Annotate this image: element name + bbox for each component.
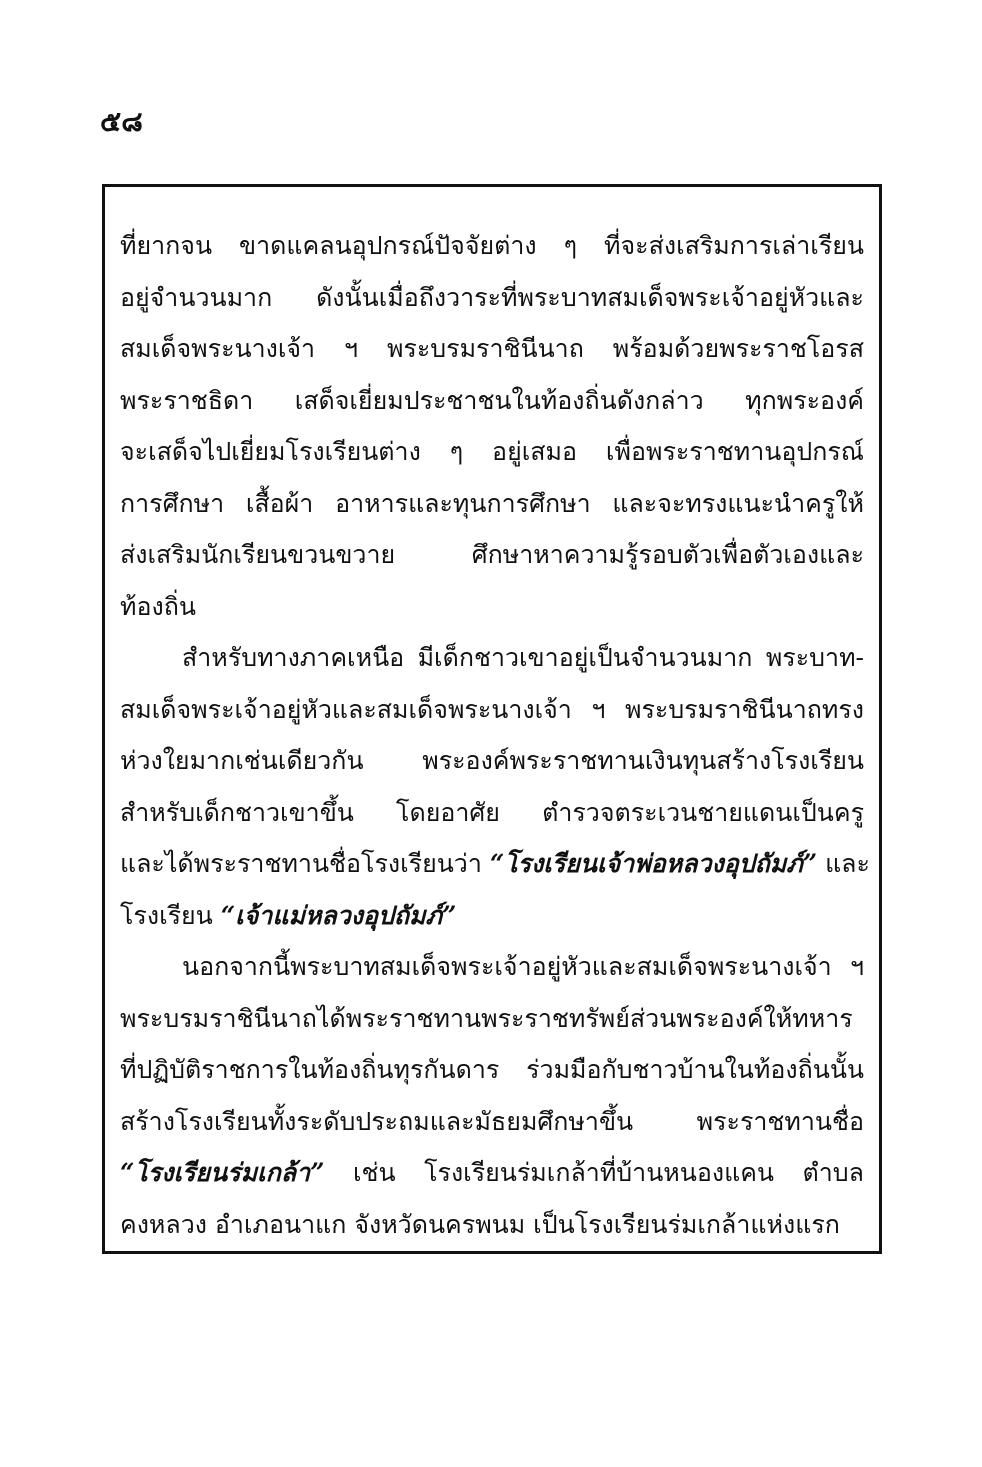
text-segment: สมเด็จพระนางเจ้า ฯ พระบรมราชินีนาถ พร้อมด้วยพระราชโอรส	[120, 334, 864, 363]
text-segment: ที่ยากจน ขาดแคลนอุปกรณ์ปัจจัยต่าง ๆ ที่จะส่งเสริมการเล่าเรียน	[120, 231, 864, 260]
text-line	[120, 1147, 864, 1199]
text-line	[120, 478, 864, 530]
page-number: ๕๘	[100, 105, 143, 138]
text-segment: นอกจากนี้พระบาทสมเด็จพระเจ้าอยู่หัวและสมเด็จพระนางเจ้า ฯ	[182, 952, 864, 981]
text-line	[120, 1199, 864, 1251]
text-line	[120, 581, 864, 633]
text-segment: สมเด็จพระเจ้าอยู่หัวและสมเด็จพระนางเจ้า ฯ พระบรมราชินีนาถทรง	[120, 694, 864, 724]
text-line	[120, 632, 864, 684]
text-segment: ส่งเสริมนักเรียนขวนขวาย ศึกษาหาความรู้รอบตัวเพื่อตัวเองและ	[120, 540, 864, 569]
text-segment: และ	[817, 849, 870, 878]
text-line	[120, 735, 864, 787]
text-segment: ท้องถิ่น	[120, 591, 196, 621]
text-segment: พระบรมราชินีนาถได้พระราชทานพระราชทรัพย์ส่วนพระองค์ให้ทหาร	[120, 1003, 853, 1033]
text-segment: เช่น โรงเรียนร่มเกล้าที่บ้านหนองแคน ตำบล	[324, 1158, 864, 1187]
text-line	[120, 220, 864, 272]
text-segment: และได้พระราชทานชื่อโรงเรียนว่า	[120, 849, 490, 878]
text-segment: การศึกษา เสื้อผ้า อาหารและทุนการศึกษา และจะทรงแนะนำครูให้	[120, 488, 864, 518]
text-line	[120, 787, 864, 839]
text-segment: ห่วงใยมากเช่นเดียวกัน พระองค์พระราชทานเงินทุนสร้างโรงเรียน	[120, 746, 864, 775]
text-segment: อยู่จำนวนมาก ดังนั้นเมื่อถึงวาระที่พระบาทสมเด็จพระเจ้าอยู่หัวและ	[120, 282, 864, 312]
emphasized-school-name: “โรงเรียนเจ้าพ่อหลวงอุปถัมภ์”	[489, 849, 818, 878]
text-segment: ที่ปฏิบัติราชการในท้องถิ่นทุรกันดาร ร่วมมือกับชาวบ้านในท้องถิ่นนั้น	[120, 1055, 864, 1084]
text-line	[120, 993, 864, 1045]
text-line	[120, 426, 864, 478]
text-line	[120, 1096, 864, 1148]
text-line	[120, 890, 864, 942]
text-line	[120, 529, 864, 581]
text-line	[120, 272, 864, 324]
text-segment: สำหรับทางภาคเหนือ มีเด็กชาวเขาอยู่เป็นจำนวนมาก พระบาท-	[182, 643, 864, 672]
text-segment: คงหลวง อำเภอนาแก จังหวัดนครพนม เป็นโรงเรียนร่มเกล้าแห่งแรก	[120, 1209, 840, 1239]
text-segment: จะเสด็จไปเยี่ยมโรงเรียนต่าง ๆ อยู่เสมอ เพื่อพระราชทานอุปกรณ์	[120, 437, 864, 466]
emphasized-school-name: “เจ้าแม่หลวงอุปถัมภ์”	[220, 900, 457, 930]
text-line	[120, 323, 864, 375]
text-line	[120, 375, 864, 427]
text-line	[120, 941, 864, 993]
text-line	[120, 838, 870, 890]
text-segment: พระราชธิดา เสด็จเยี่ยมประชาชนในท้องถิ่นดังกล่าว ทุกพระองค์	[120, 385, 864, 415]
text-line	[120, 684, 864, 736]
text-line	[120, 1044, 864, 1096]
emphasized-school-name: “โรงเรียนร่มเกล้า”	[120, 1158, 325, 1187]
text-segment: สำหรับเด็กชาวเขาขึ้น โดยอาศัย ตำรวจตระเวนชายแดนเป็นครู	[120, 797, 864, 827]
text-segment: โรงเรียน	[120, 900, 221, 930]
body-text	[120, 220, 870, 1250]
text-segment: สร้างโรงเรียนทั้งระดับประถมและมัธยมศึกษาขึ้น พระราชทานชื่อ	[120, 1106, 864, 1136]
